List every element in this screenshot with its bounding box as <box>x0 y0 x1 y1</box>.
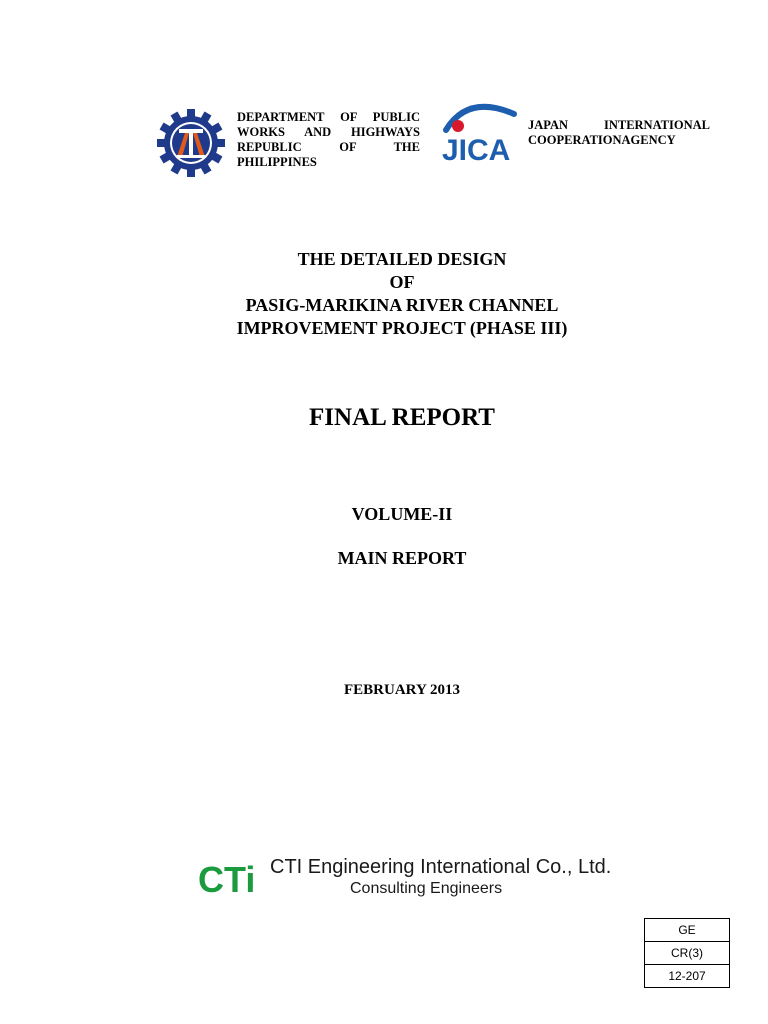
title-line: THE DETAILED DESIGN <box>297 249 507 269</box>
code-cell: GE <box>645 919 729 942</box>
code-cell: CR(3) <box>645 942 729 965</box>
jica-name <box>528 118 710 148</box>
title-line: OF <box>389 272 415 292</box>
dpwh-line: REPUBLIC OF THE <box>237 140 420 154</box>
dpwh-name <box>237 110 420 170</box>
title-line: PASIG-MARIKINA RIVER CHANNEL <box>245 295 559 315</box>
dpwh-line: WORKS AND HIGHWAYS <box>237 125 420 139</box>
dpwh-line: PHILIPPINES <box>237 155 317 169</box>
dpwh-seal-icon <box>156 108 226 178</box>
consultant-tagline: Consulting Engineers <box>350 880 503 897</box>
jica-logo-icon <box>438 100 520 166</box>
jica-line: COOPERATIONAGENCY <box>528 133 676 147</box>
report-date: FEBRUARY 2013 <box>343 682 460 698</box>
consultant-company: CTI Engineering International Co., Ltd. <box>270 856 612 878</box>
cti-logo-text: CTi <box>198 859 256 898</box>
code-cell: 12-207 <box>668 969 706 983</box>
title-line: IMPROVEMENT PROJECT (PHASE III) <box>236 318 568 338</box>
jica-line: JAPAN INTERNATIONAL <box>528 118 710 132</box>
document-code-box <box>644 918 730 988</box>
dpwh-line: DEPARTMENT OF PUBLIC <box>237 110 420 124</box>
report-subtitle: MAIN REPORT <box>337 548 467 568</box>
jica-logo-text: JICA <box>442 134 511 166</box>
document-title <box>0 248 768 340</box>
report-heading: FINAL REPORT <box>309 404 495 431</box>
volume-label: VOLUME-II <box>351 504 453 524</box>
cti-logo-icon <box>198 858 260 898</box>
